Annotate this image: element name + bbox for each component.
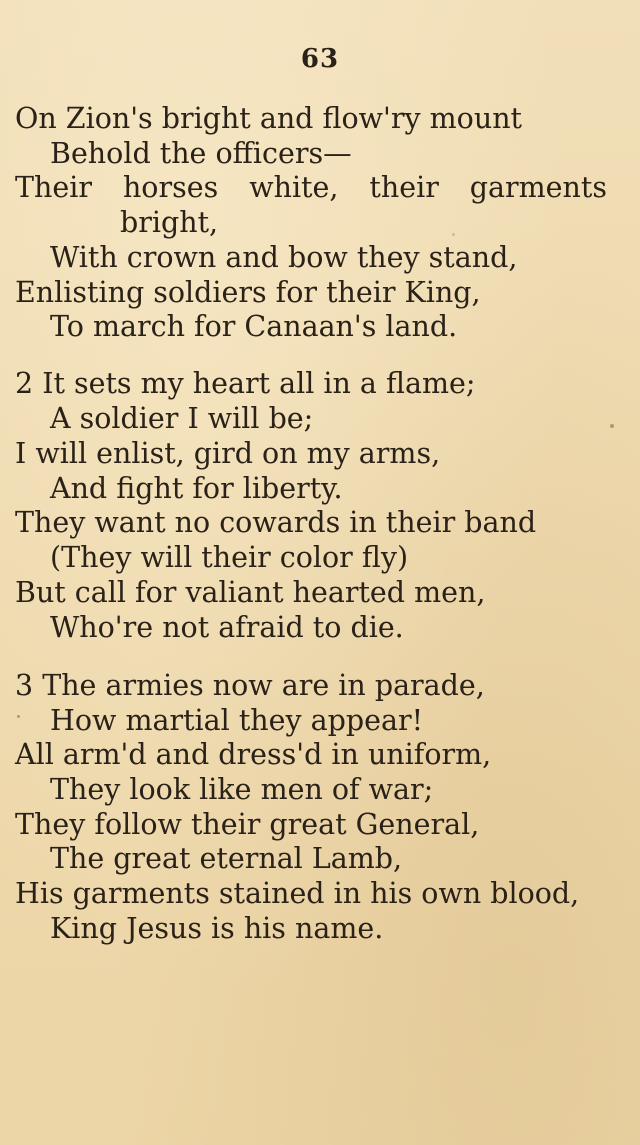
paper-speck xyxy=(452,233,455,236)
verse-line: bright, xyxy=(120,206,219,239)
page-number: 63 xyxy=(300,44,340,74)
verse-line: (They will their color fly) xyxy=(50,541,409,574)
verse-line: A soldier I will be; xyxy=(50,402,314,435)
verse-word: white, xyxy=(249,171,339,204)
verse-line: All arm'd and dress'd in uniform, xyxy=(15,738,492,771)
verse-line: Enlisting soldiers for their King, xyxy=(15,276,481,309)
verse-word: horses xyxy=(122,171,219,204)
verse-line xyxy=(15,171,607,205)
verse-line: King Jesus is his name. xyxy=(50,912,384,945)
verse-line: His garments stained in his own blood, xyxy=(15,877,580,910)
paper-speck xyxy=(17,715,20,718)
verse-word: Their xyxy=(15,171,92,204)
verse-line: With crown and bow they stand, xyxy=(50,241,518,274)
verse-line: They want no cowards in their band xyxy=(15,506,537,539)
verse-line: Who're not afraid to die. xyxy=(50,611,404,644)
verse-line: To march for Canaan's land. xyxy=(50,310,458,343)
verse-line: How martial they appear! xyxy=(50,704,424,737)
verse-line: I will enlist, gird on my arms, xyxy=(15,437,441,470)
verse-line: They look like men of war; xyxy=(50,773,434,806)
verse-line: But call for valiant hearted men, xyxy=(15,576,486,609)
verse-line: 2 It sets my heart all in a flame; xyxy=(15,367,476,400)
paper-speck xyxy=(610,424,614,428)
verse-word: garments xyxy=(469,171,607,204)
verse-line: They follow their great General, xyxy=(15,808,480,841)
verse-line: The great eternal Lamb, xyxy=(50,842,403,875)
verse-line: 3 The armies now are in parade, xyxy=(15,669,485,702)
verse-line: And fight for liberty. xyxy=(50,472,343,505)
verse-word: their xyxy=(369,171,439,204)
verse-line: Behold the officers— xyxy=(50,137,352,170)
verse-line: On Zion's bright and flow'ry mount xyxy=(15,102,523,135)
